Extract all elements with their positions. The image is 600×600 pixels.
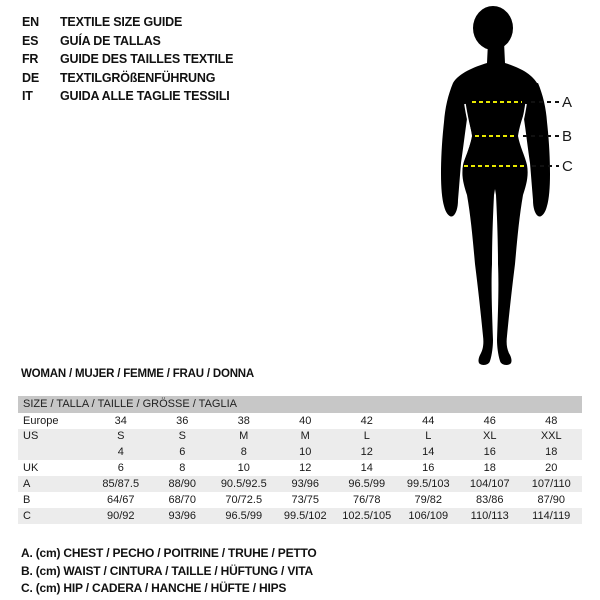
cell: 83/86 bbox=[475, 494, 504, 506]
language-list bbox=[22, 13, 233, 106]
lang-title: GUIDA ALLE TAGLIE TESSILI bbox=[60, 89, 230, 104]
cell: 6 bbox=[179, 445, 186, 458]
female-silhouette-svg bbox=[415, 0, 565, 370]
table-group-title: WOMAN / MUJER / FEMME / FRAU / DONNA bbox=[21, 368, 255, 380]
lang-code: EN bbox=[22, 15, 39, 30]
row-label: Europe bbox=[23, 415, 59, 427]
lang-title: TEXTILGRÖßENFÜHRUNG bbox=[60, 70, 216, 85]
table-row-us bbox=[18, 429, 582, 460]
cell: 46 bbox=[483, 415, 496, 427]
cell: 70/72.5 bbox=[225, 494, 263, 506]
cell: 44 bbox=[422, 415, 435, 427]
cell: 79/82 bbox=[414, 494, 443, 506]
row-label-empty bbox=[18, 445, 90, 461]
cell: 18 bbox=[483, 462, 496, 474]
row-label: A bbox=[23, 478, 31, 490]
lang-row-en bbox=[22, 13, 233, 32]
cell: 14 bbox=[422, 445, 435, 458]
cell: 20 bbox=[545, 462, 558, 474]
lang-title: GUÍA DE TALLAS bbox=[60, 33, 161, 48]
cell: 85/87.5 bbox=[102, 478, 140, 490]
cell: 48 bbox=[545, 415, 558, 427]
cell: 90/92 bbox=[106, 510, 135, 522]
us-letter-sizes bbox=[18, 429, 582, 445]
row-label: UK bbox=[23, 462, 39, 474]
table-row-chest bbox=[18, 476, 582, 492]
cell: 6 bbox=[117, 462, 124, 474]
measure-label-c: C bbox=[562, 158, 573, 175]
cell: 104/107 bbox=[469, 478, 510, 490]
cell: 16 bbox=[422, 462, 435, 474]
cell: 96.5/99 bbox=[348, 478, 386, 490]
table-row-uk bbox=[18, 460, 582, 476]
legend-chest: A. (cm) CHEST / PECHO / POITRINE / TRUHE / PETTO bbox=[21, 546, 317, 560]
cell: 99.5/103 bbox=[406, 478, 450, 490]
cell: 4 bbox=[117, 445, 124, 458]
cell: L bbox=[425, 430, 432, 442]
cell: 36 bbox=[176, 415, 189, 427]
cell: 10 bbox=[237, 462, 250, 474]
size-table-header: SIZE / TALLA / TAILLE / GRÖSSE / TAGLIA bbox=[18, 396, 582, 413]
cell: L bbox=[363, 430, 370, 442]
cell: 64/67 bbox=[106, 494, 135, 506]
cell: 14 bbox=[360, 462, 373, 474]
size-table bbox=[18, 396, 582, 524]
cell: 106/109 bbox=[408, 510, 449, 522]
row-label: B bbox=[23, 494, 31, 506]
cell: 87/90 bbox=[537, 494, 566, 506]
lang-row-es bbox=[22, 32, 233, 51]
cell: 42 bbox=[360, 415, 373, 427]
cell: 93/96 bbox=[291, 478, 320, 490]
lang-code: FR bbox=[22, 52, 39, 67]
lang-title: TEXTILE SIZE GUIDE bbox=[60, 15, 183, 30]
cell: 8 bbox=[240, 445, 247, 458]
table-row-hip bbox=[18, 508, 582, 524]
cell: 88/90 bbox=[168, 478, 197, 490]
cell: XXL bbox=[540, 430, 562, 442]
cell: 107/110 bbox=[531, 478, 571, 490]
cell: M bbox=[300, 430, 310, 442]
cell: 114/119 bbox=[532, 510, 571, 522]
cell: M bbox=[239, 430, 249, 442]
cell: 102.5/105 bbox=[342, 510, 392, 522]
lang-row-it bbox=[22, 87, 233, 106]
female-silhouette-figure bbox=[415, 0, 565, 370]
cell: 10 bbox=[299, 445, 312, 458]
cell: 16 bbox=[483, 445, 496, 458]
cell: 12 bbox=[299, 462, 312, 474]
measurement-legend bbox=[21, 545, 317, 598]
cell: 38 bbox=[237, 415, 250, 427]
cell: 76/78 bbox=[352, 494, 381, 506]
cell: 96.5/99 bbox=[225, 510, 263, 522]
cell: 40 bbox=[299, 415, 312, 427]
cell: 93/96 bbox=[168, 510, 197, 522]
lang-code: IT bbox=[22, 89, 33, 104]
legend-hip: C. (cm) HIP / CADERA / HANCHE / HÜFTE / HIPS bbox=[21, 581, 287, 595]
cell: S bbox=[178, 430, 186, 442]
measure-label-a: A bbox=[562, 94, 573, 111]
legend-waist: B. (cm) WAIST / CINTURA / TAILLE / HÜFTUNG / VITA bbox=[21, 563, 313, 578]
table-row-europe bbox=[18, 413, 582, 429]
cell: 34 bbox=[114, 415, 127, 427]
lang-code: DE bbox=[22, 70, 39, 85]
row-label: US bbox=[23, 430, 39, 442]
cell: 110/113 bbox=[470, 510, 509, 522]
table-row-waist bbox=[18, 492, 582, 508]
cell: 68/70 bbox=[168, 494, 197, 506]
lang-code: ES bbox=[22, 33, 39, 48]
cell: 90.5/92.5 bbox=[220, 478, 267, 490]
measure-label-b: B bbox=[562, 128, 573, 145]
lang-title: GUIDE DES TAILLES TEXTILE bbox=[60, 52, 234, 67]
cell: 73/75 bbox=[291, 494, 320, 506]
cell: XL bbox=[483, 430, 497, 442]
us-numeric-sizes bbox=[18, 445, 582, 461]
cell: S bbox=[117, 430, 125, 442]
cell: 12 bbox=[360, 445, 373, 458]
cell: 18 bbox=[545, 445, 558, 458]
lang-row-fr bbox=[22, 50, 233, 69]
lang-row-de bbox=[22, 69, 233, 88]
row-label: C bbox=[23, 510, 31, 522]
cell: 99.5/102 bbox=[283, 510, 327, 522]
cell: 8 bbox=[179, 462, 186, 474]
